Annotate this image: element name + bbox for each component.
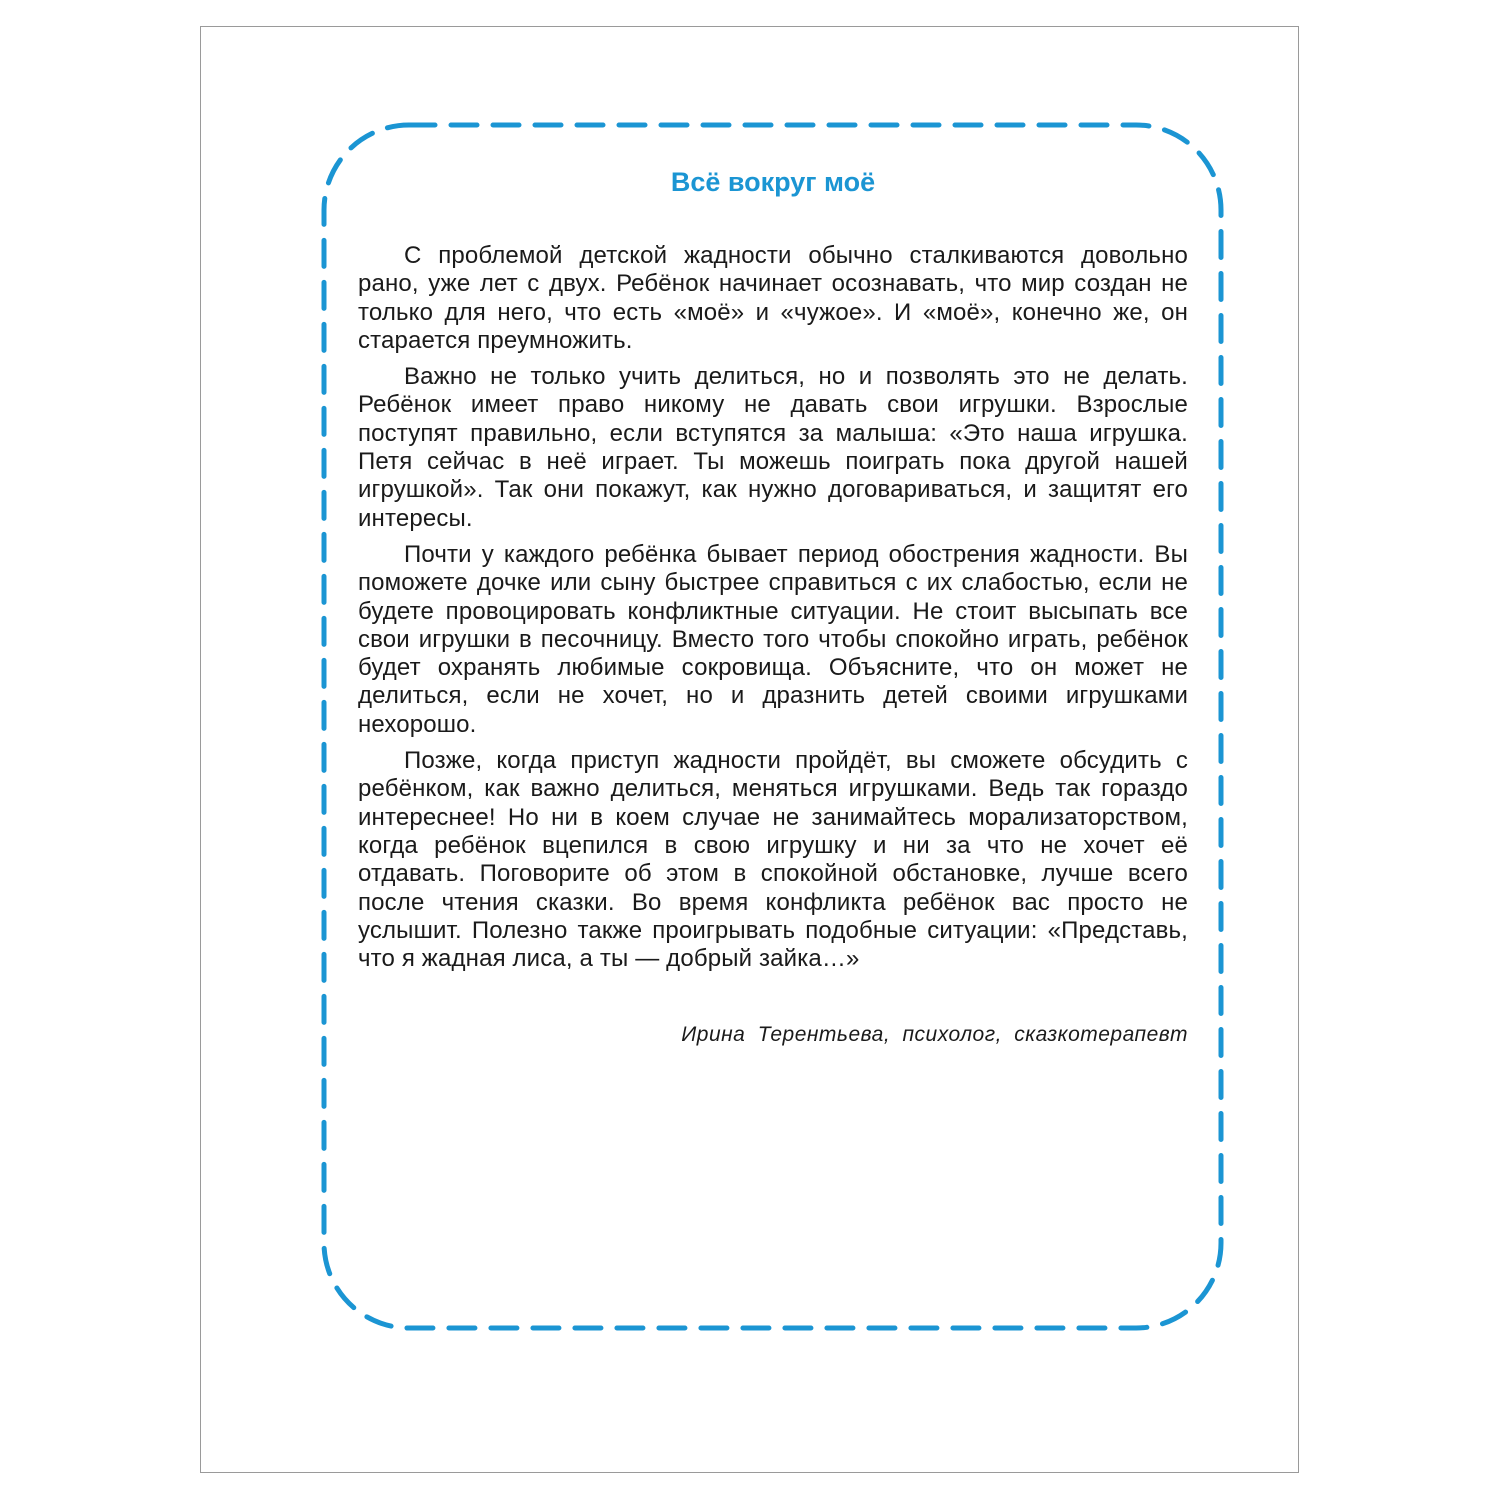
article <box>358 160 1188 1047</box>
article-paragraph: Почти у каждого ребёнка бывает период обострения жадности. Вы поможете дочке или сыну быстрее справиться с их слабостью, если не будете провоцировать конфликтные ситуации. Не стоит высыпать все свои игрушки в песочницу. Вместо того чтобы спокойно играть, ребёнок будет охранять любимые сокровища. Объясните, что он может не делиться, если не хочет, но и дразнить детей своими игрушками нехорошо. <box>358 540 1188 738</box>
article-title: Всё вокруг моё <box>670 167 876 197</box>
article-paragraph: Позже, когда приступ жадности пройдёт, вы сможете обсудить с ребёнком, как важно делиться, меняться игрушками. Ведь так гораздо интереснее! Но ни в коем случае не занимайтесь морализаторством, когда ребёнок вцепился в свою игрушку и ни за что не хочет её отдавать. Поговорите об этом в спокойной обстановке, лучше всего после чтения сказки. Во время конфликта ребёнок вас просто не услышит. Полезно также проигрывать подобные ситуации: «Представь, что я жадная лиса, а ты — добрый зайка…» <box>358 747 1188 973</box>
article-paragraph: С проблемой детской жадности обычно сталкиваются довольно рано, уже лет с двух. Ребёнок начинает осознавать, что мир создан не только для него, что есть «моё» и «чужое». И «моё», конечно же, он старается преумножить. <box>358 242 1188 354</box>
author-signature: Ирина Терентьева, психолог, сказкотерапевт <box>681 1023 1188 1047</box>
article-paragraph: Важно не только учить делиться, но и позволять это не делать. Ребёнок имеет право никому не давать свои игрушки. Взрослые поступят правильно, если вступятся за малыша: «Это наша игрушка. Петя сейчас в неё играет. Ты можешь поиграть пока другой нашей игрушкой». Так они покажут, как нужно договариваться, и защитят его интересы. <box>358 363 1188 532</box>
